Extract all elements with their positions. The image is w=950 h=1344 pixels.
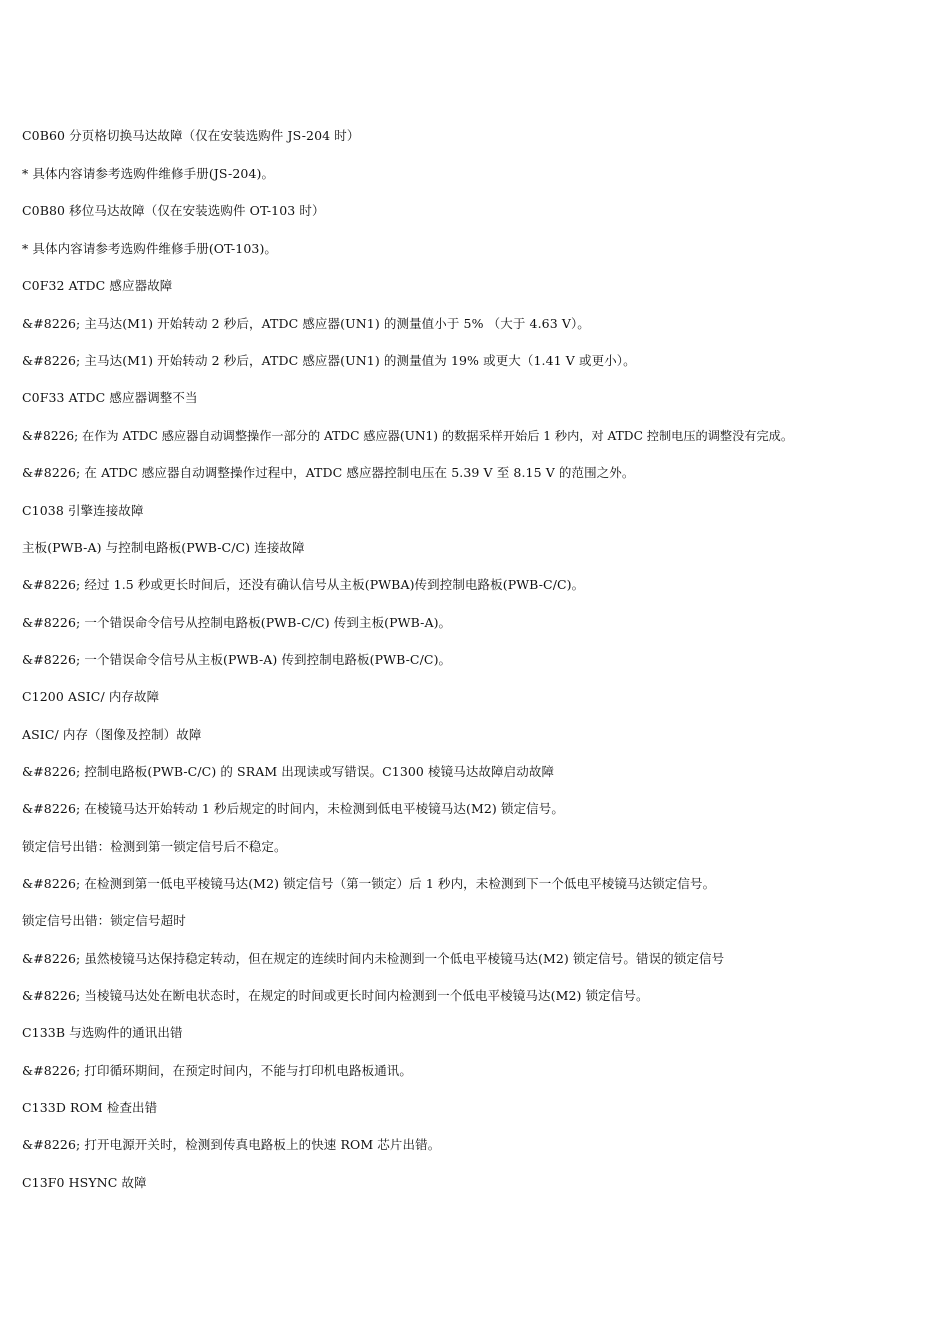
doc-line: * 具体内容请参考选购件维修手册(JS-204)。 bbox=[22, 166, 275, 181]
doc-line: ASIC/ 内存（图像及控制）故障 bbox=[22, 727, 202, 742]
doc-line: &#8226; 控制电路板(PWB-C/C) 的 SRAM 出现读或写错误。C1300 棱镜马达故障启动故障 bbox=[22, 764, 555, 779]
doc-line: &#8226; 打开电源开关时，检测到传真电路板上的快速 ROM 芯片出错。 bbox=[22, 1137, 441, 1152]
doc-line: &#8226; 打印循环期间，在预定时间内，不能与打印机电路板通讯。 bbox=[22, 1063, 412, 1078]
doc-line: C0F33 ATDC 感应器调整不当 bbox=[22, 390, 198, 405]
doc-line: 锁定信号出错：检测到第一锁定信号后不稳定。 bbox=[22, 839, 287, 854]
doc-line: &#8226; 一个错误命令信号从控制电路板(PWB-C/C) 传到主板(PWB-A)。 bbox=[22, 615, 452, 630]
doc-line: 锁定信号出错：锁定信号超时 bbox=[22, 913, 186, 928]
doc-line: C0F32 ATDC 感应器故障 bbox=[22, 278, 173, 293]
doc-line: C1200 ASIC/ 内存故障 bbox=[22, 689, 160, 704]
doc-line: &#8226; 在检测到第一低电平棱镜马达(M2) 锁定信号（第一锁定）后 1 秒内，未检测到下一个低电平棱镜马达锁定信号。 bbox=[22, 876, 716, 891]
doc-line: &#8226; 一个错误命令信号从主板(PWB-A) 传到控制电路板(PWB-C/C)。 bbox=[22, 652, 452, 667]
doc-line: &#8226; 经过 1.5 秒或更长时间后，还没有确认信号从主板(PWBA)传到控制电路板(PWB-C/C)。 bbox=[22, 577, 585, 592]
doc-line: C0B80 移位马达故障（仅在安装选购件 OT-103 时） bbox=[22, 203, 325, 218]
doc-line: &#8226; 在棱镜马达开始转动 1 秒后规定的时间内，未检测到低电平棱镜马达(M2) 锁定信号。 bbox=[22, 801, 564, 816]
doc-line: C1038 引擎连接故障 bbox=[22, 503, 144, 518]
doc-line: &#8226; 主马达(M1) 开始转动 2 秒后，ATDC 感应器(UN1) 的测量值小于 5% （大于 4.63 V）。 bbox=[22, 316, 590, 331]
doc-line: &#8226; 在 ATDC 感应器自动调整操作过程中，ATDC 感应器控制电压在 5.39 V 至 8.15 V 的范围之外。 bbox=[22, 465, 635, 480]
doc-line: C133B 与选购件的通讯出错 bbox=[22, 1025, 183, 1040]
doc-line: 主板(PWB-A) 与控制电路板(PWB-C/C) 连接故障 bbox=[22, 540, 305, 555]
doc-line: &#8226; 虽然棱镜马达保持稳定转动，但在规定的连续时间内未检测到一个低电平棱镜马达(M2) 锁定信号。错误的锁定信号 bbox=[22, 951, 725, 966]
doc-line: C0B60 分页格切换马达故障（仅在安装选购件 JS-204 时） bbox=[22, 128, 360, 143]
doc-line: C13F0 HSYNC 故障 bbox=[22, 1175, 147, 1190]
doc-line: &#8226; 主马达(M1) 开始转动 2 秒后，ATDC 感应器(UN1) 的测量值为 19% 或更大（1.41 V 或更小）。 bbox=[22, 353, 636, 368]
doc-line: C133D ROM 检查出错 bbox=[22, 1100, 158, 1115]
doc-line: &#8226; 在作为 ATDC 感应器自动调整操作一部分的 ATDC 感应器(UN1) 的数据采样开始后 1 秒内，对 ATDC 控制电压的调整没有完成。 bbox=[22, 429, 794, 443]
doc-line: * 具体内容请参考选购件维修手册(OT-103)。 bbox=[22, 241, 278, 256]
doc-line: &#8226; 当棱镜马达处在断电状态时，在规定的时间或更长时间内检测到一个低电平棱镜马达(M2) 锁定信号。 bbox=[22, 988, 649, 1003]
